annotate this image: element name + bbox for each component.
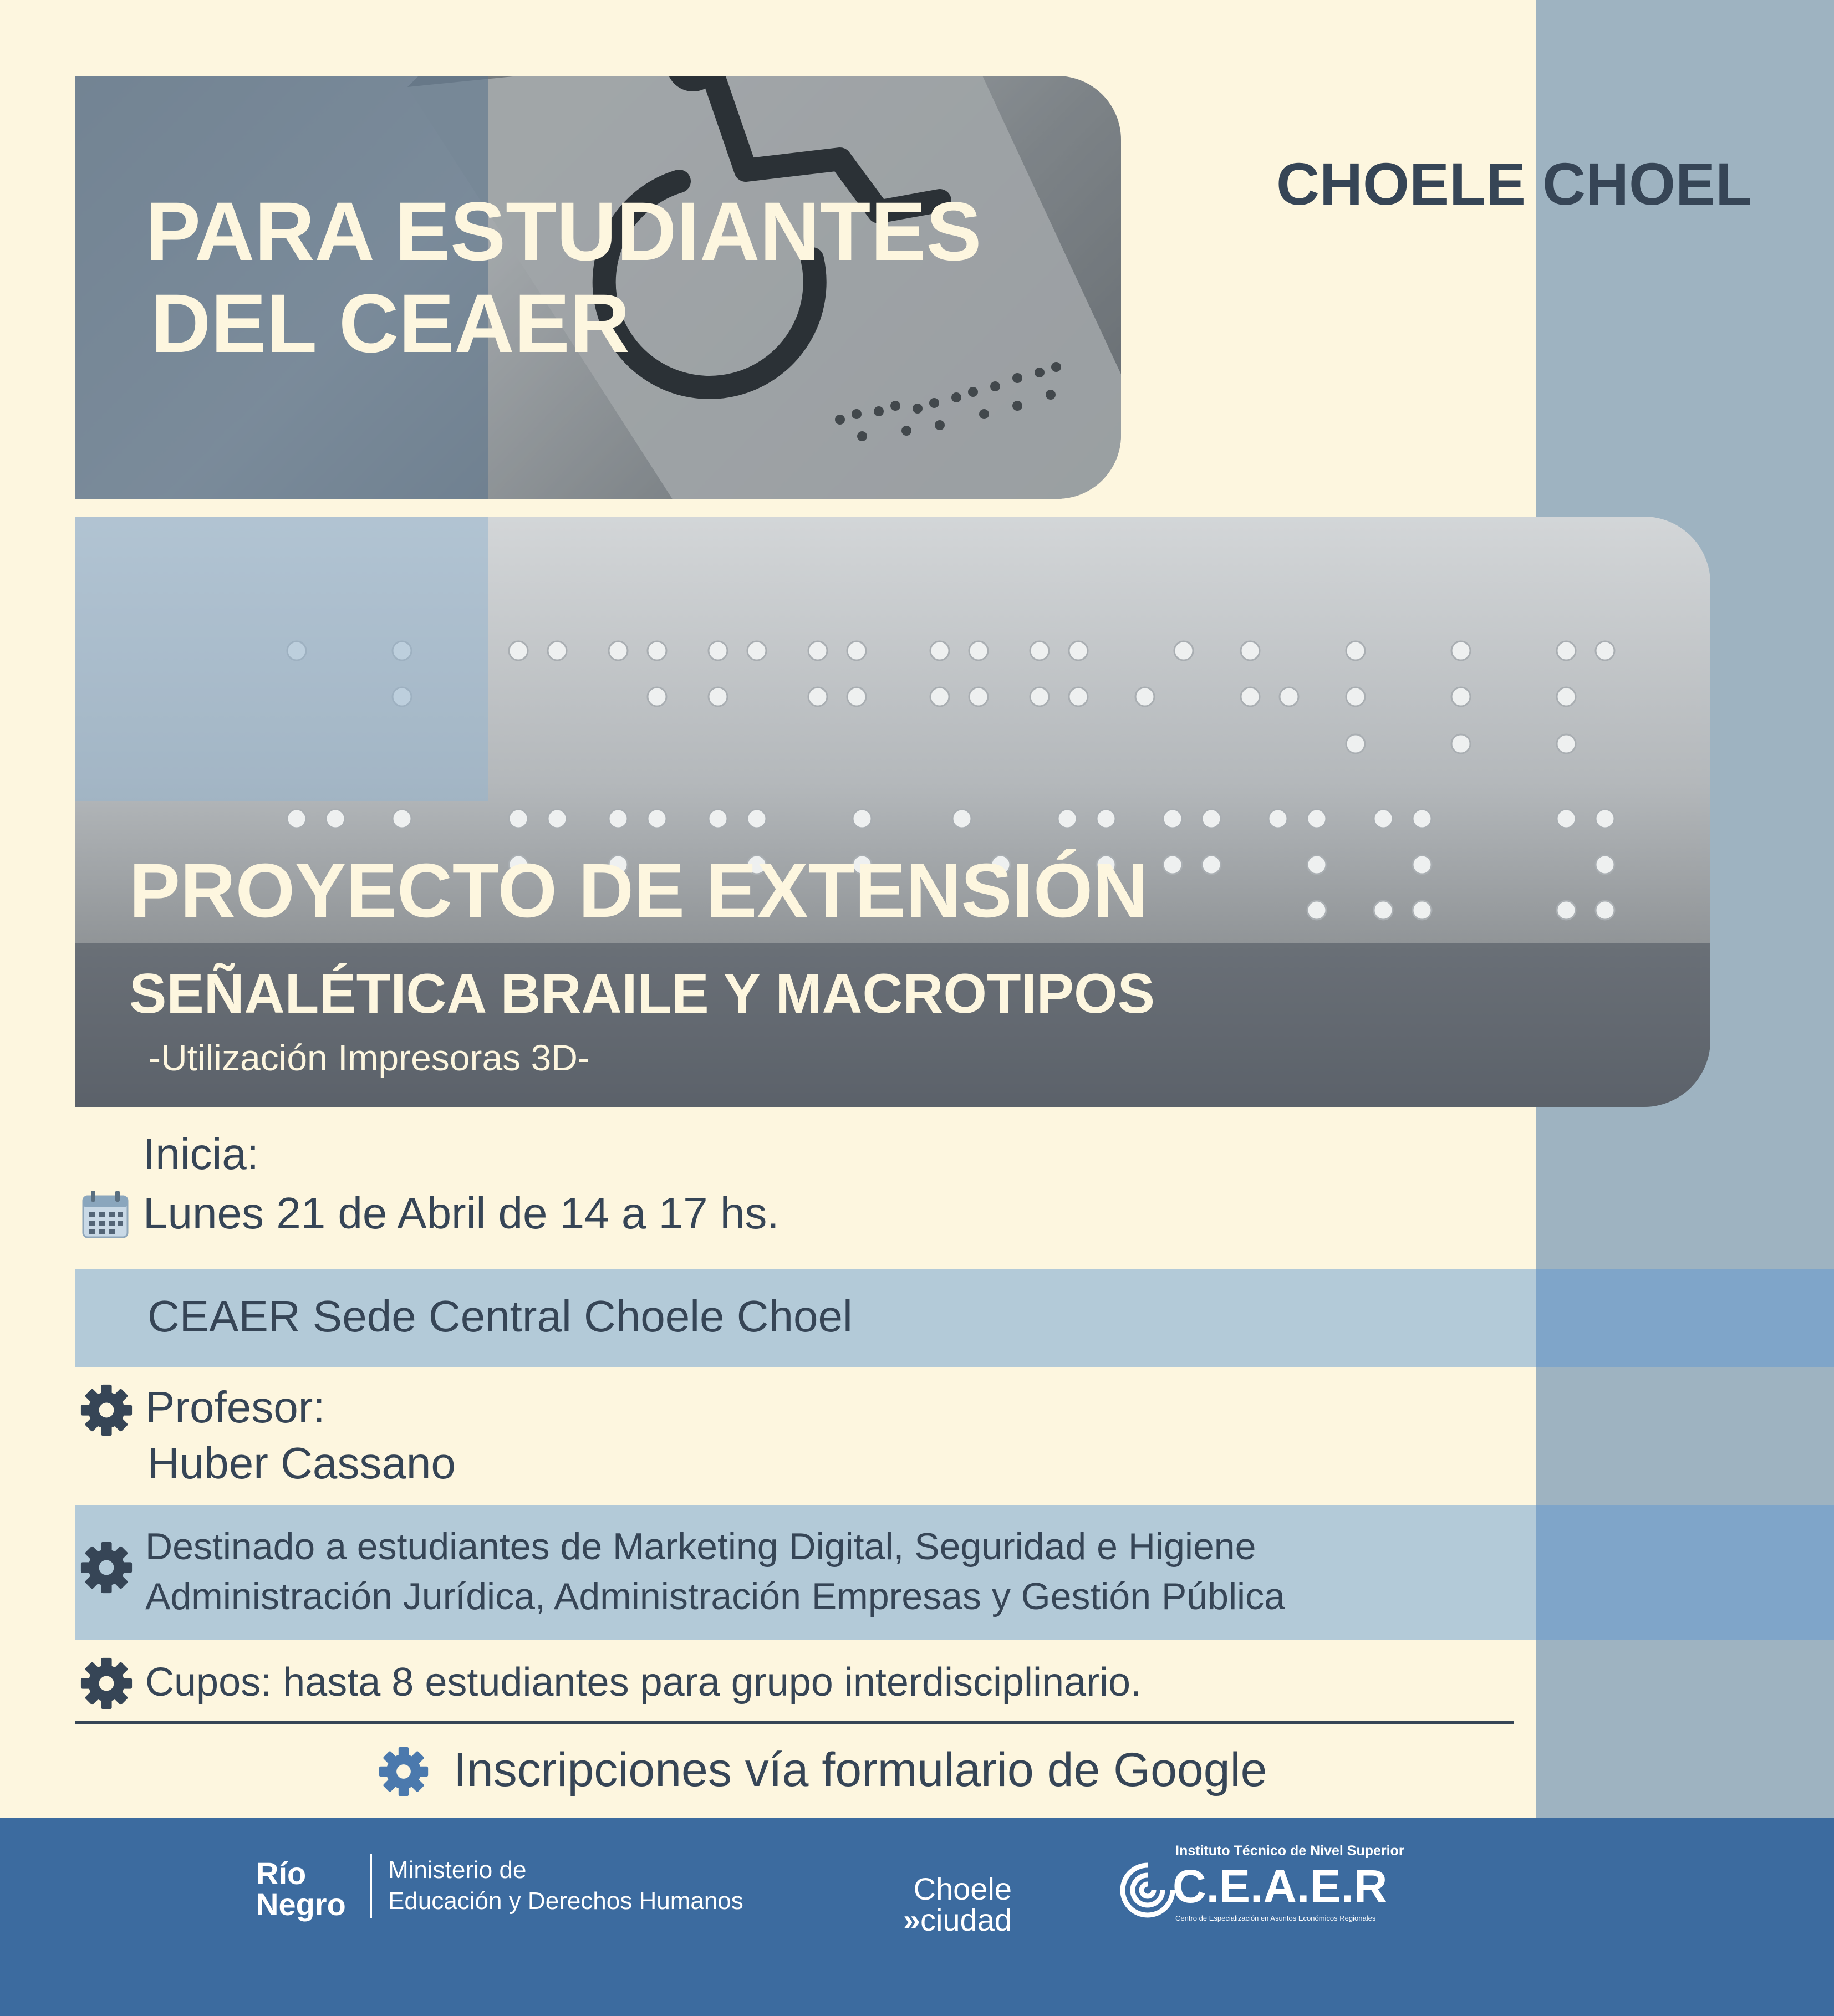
project-tint-top [75,517,488,801]
divider-line [75,1721,1514,1724]
gear-icon [80,1657,133,1710]
choele-line-2 [854,1902,1012,1937]
teacher-name: Huber Cassano [147,1438,456,1488]
audience-line-1: Destinado a estudiantes de Marketing Digital, Seguridad e Higiene [145,1525,1256,1568]
choele-line-1: Choele [913,1871,1012,1906]
quota-text: Cupos: hasta 8 estudiantes para grupo interdisciplinario. [145,1660,1142,1704]
rio-negro-logo [256,1858,346,1920]
rio-negro-line-1: Río [256,1856,307,1891]
registration-link[interactable]: Inscripciones vía formulario de Google [454,1743,1267,1796]
ministry-logo [388,1855,743,1917]
logo-divider [370,1854,372,1918]
swirl-icon [1117,1860,1178,1921]
gear-icon [80,1541,133,1594]
arrows-icon: » [903,1902,920,1937]
schedule-label: Inicia: [143,1129,259,1178]
choele-line-2-text: ciudad [920,1902,1012,1937]
ceaer-logo [1117,1843,1405,1926]
rio-negro-line-2: Negro [256,1887,346,1922]
project-title: PROYECTO DE EXTENSIÓN [129,848,1148,933]
location-band-side [1536,1269,1834,1367]
calendar-icon [82,1190,129,1238]
audience-line-2: Administración Jurídica, Administración Empresas y Gestión Pública [145,1575,1285,1617]
teacher-label: Profesor: [145,1382,325,1432]
title-line-2: DEL CEAER [151,277,630,370]
ceaer-bottom-text: Centro de Especialización en Asuntos Económicos Regionales [1175,1914,1376,1922]
schedule-date: Lunes 21 de Abril de 14 a 17 hs. [143,1188,780,1238]
ceaer-name: C.E.A.E.R [1173,1860,1388,1912]
location-text: CEAER Sede Central Choele Choel [147,1292,853,1341]
gear-icon [80,1384,133,1437]
ministry-line-1: Ministerio de [388,1856,527,1884]
ministry-line-2: Educación y Derechos Humanos [388,1887,743,1915]
project-subtitle: SEÑALÉTICA BRAILE Y MACROTIPOS [129,963,1155,1025]
project-note: -Utilización Impresoras 3D- [149,1037,590,1078]
audience-band-side [1536,1505,1834,1640]
ceaer-top-text: Instituto Técnico de Nivel Superior [1175,1843,1404,1859]
choele-ciudad-logo [854,1871,1012,1937]
title-line-1: PARA ESTUDIANTES [145,185,982,278]
city-name: CHOELE CHOEL [1276,150,1753,217]
gear-icon [378,1746,429,1797]
